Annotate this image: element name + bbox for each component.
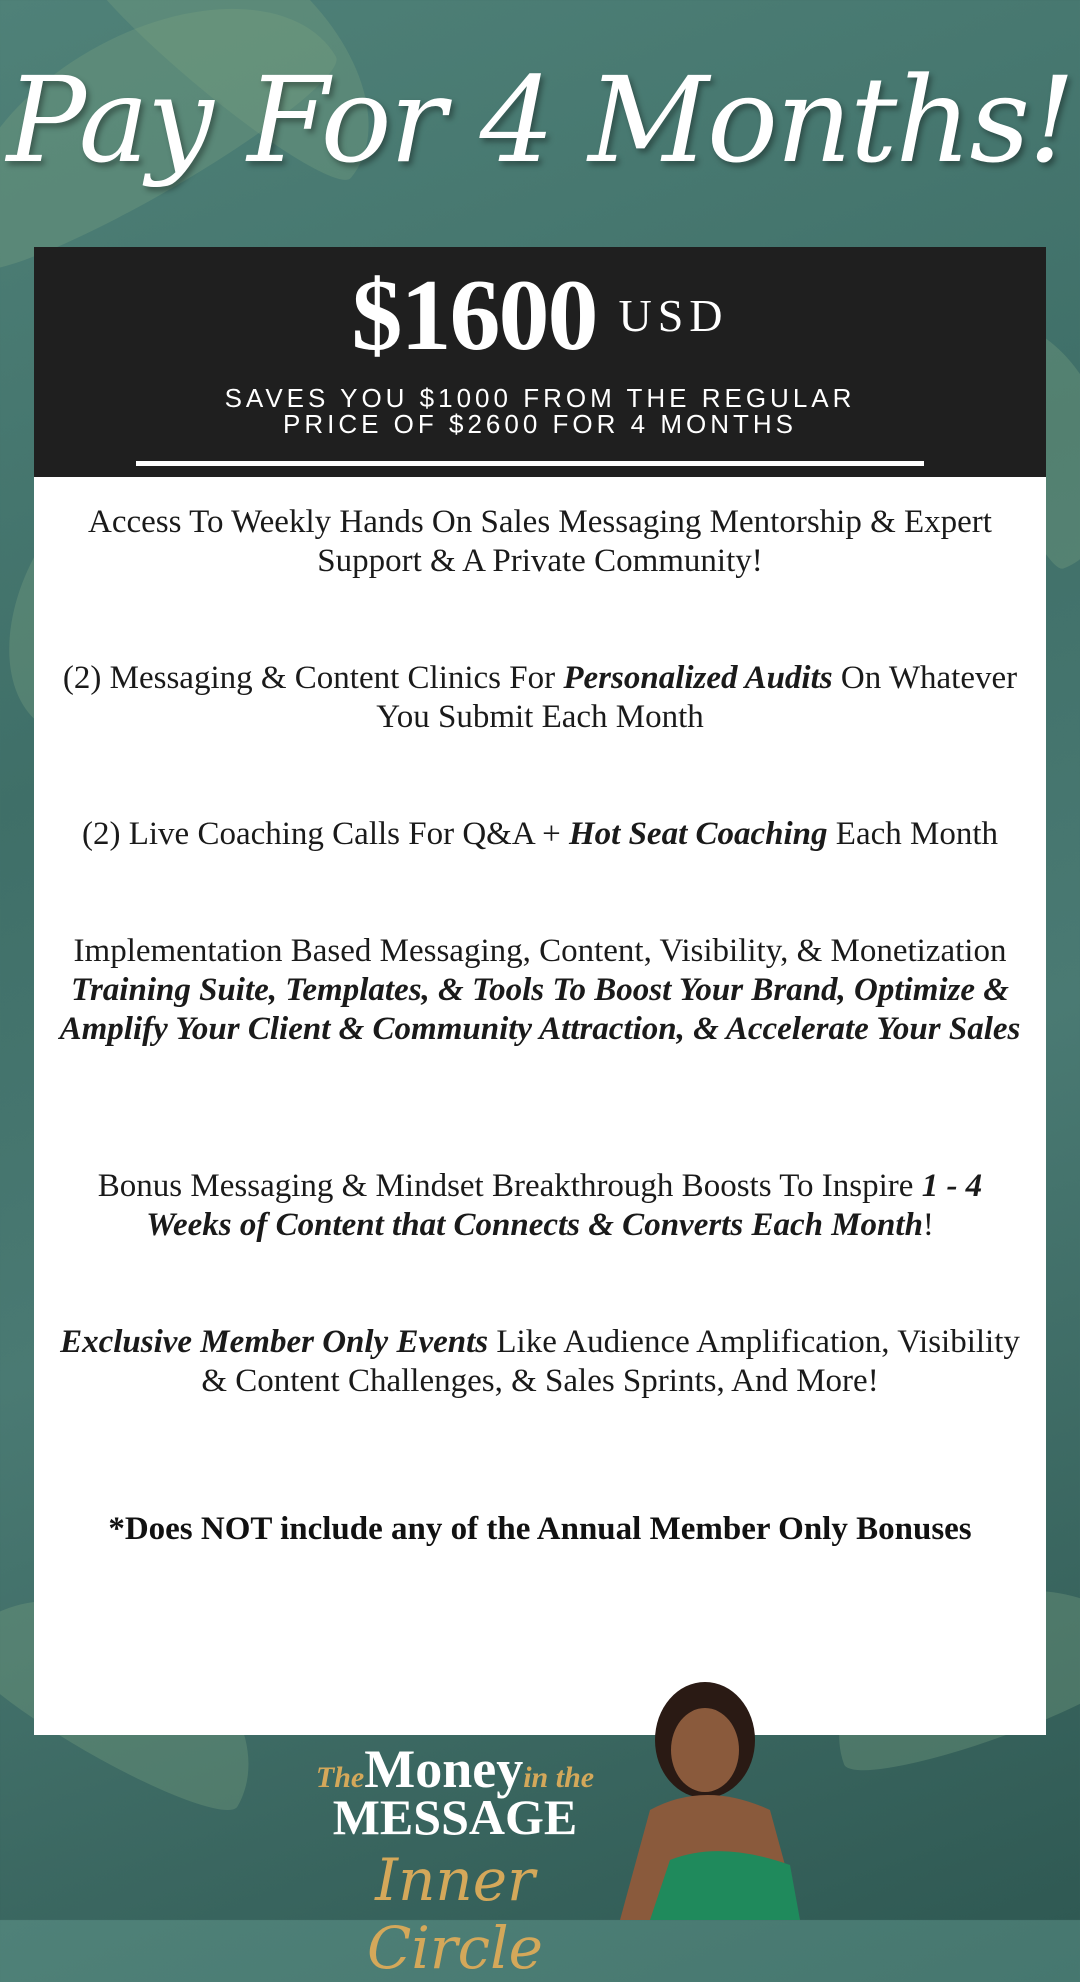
savings-text <box>34 385 1046 437</box>
page-headline: Pay For 4 Months! <box>6 51 1074 189</box>
feature-item: Bonus Messaging & Mindset Breakthrough Boosts To Inspire 1 - 4 Weeks of Content that Connects & Converts Each Month! <box>97 1168 983 1243</box>
brand-inner-circle: Inner Circle <box>366 1846 543 1982</box>
savings-line-1: SAVES YOU $1000 FROM THE REGULAR <box>224 383 856 413</box>
brand-in-the: in the <box>523 1761 595 1794</box>
divider <box>136 461 924 466</box>
savings-line-2: PRICE OF $2600 FOR 4 MONTHS <box>283 409 797 439</box>
brand-the: The <box>315 1761 365 1794</box>
price-row <box>34 257 1046 374</box>
feature-item: Access To Weekly Hands On Sales Messaging Mentorship & Expert Support & A Private Community! <box>88 504 992 579</box>
brand-message: MESSAGE <box>332 1789 578 1845</box>
feature-item: (2) Messaging & Content Clinics For Personalized Audits On Whatever You Submit Each Month <box>62 660 1018 735</box>
feature-item: Implementation Based Messaging, Content, Visibility, & Monetization Training Suite, Templates, & Tools To Boost Your Brand, Optimize & Amplify Your Client & Community Attraction, & Accelerate Your Sales <box>59 933 1021 1047</box>
feature-item: Exclusive Member Only Events Like Audience Amplification, Visibility & Content Challenges, & Sales Sprints, And More! <box>60 1324 1020 1399</box>
portrait-image <box>610 1680 810 1920</box>
price-banner <box>34 247 1046 477</box>
pricing-card <box>34 247 1046 1735</box>
price-currency: USD <box>618 290 729 341</box>
brand-money: Money <box>364 1739 524 1799</box>
brand-logo <box>290 1738 620 1982</box>
disclaimer-note: *Does NOT include any of the Annual Member Only Bonuses <box>108 1511 972 1547</box>
price-amount: $1600 <box>351 259 597 372</box>
feature-item: (2) Live Coaching Calls For Q&A + Hot Seat Coaching Each Month <box>82 816 998 852</box>
